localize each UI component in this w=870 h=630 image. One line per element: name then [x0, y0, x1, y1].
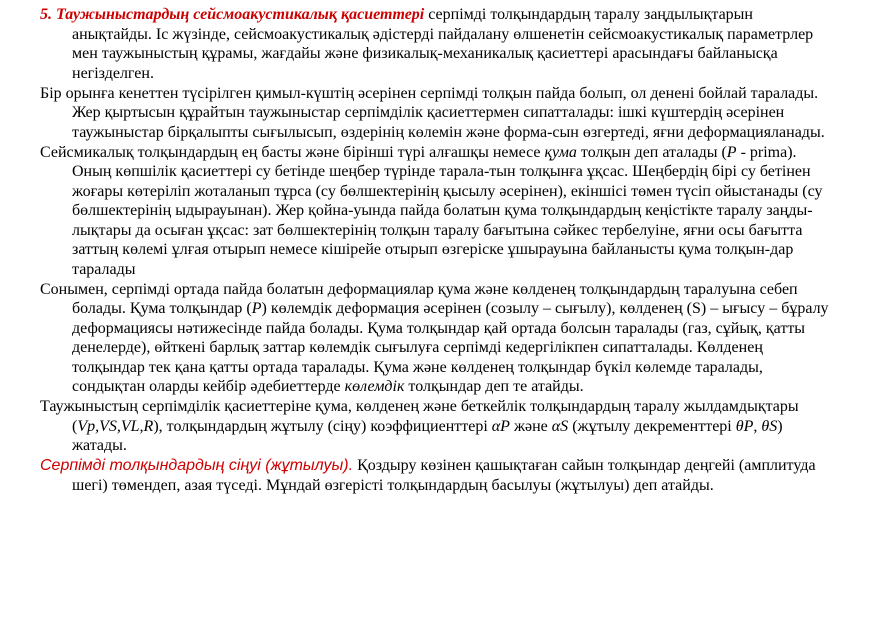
symbol-theta-p: θP: [735, 417, 754, 435]
paragraph-text: - prima). Оның көпшілік қасиеттері су бетінде шеңбер түрінде тарала-тын толқынға ұқсас. Шеңбердің бірі су бетінен жоғары көтеріліп жоталанып тұрса (су бөлшектерінің қысылу әсерінен), екіншісі төмен түсіп ойыстанады (су бөлшектерінің ыдырауынан). Жер қойна-уында пайда болатын қума толқындардың кеңістікте таралу заңды-лықтары да осыған ұқсас: зат бөлшектерінің толқын таралу бағытына сәйкес тербелуіне, яғни осы бағытта заттың көлемі ұлғая отырып немесе кішірейе отырып өзгеріске ұшырауына байланысты қума толқын-дар таралады: [72, 143, 823, 278]
paragraph-text: Сейсмикалық толқындардың ең басты және бірінші түрі алғашқы немесе: [40, 143, 545, 161]
paragraph-seismoacoustic-properties: [40, 5, 836, 83]
symbol-alpha-p: αP: [491, 417, 510, 435]
paragraph-text: және: [509, 417, 552, 435]
paragraph-deformations: [40, 280, 836, 397]
term-kolemdik: көлемдік: [344, 378, 405, 395]
paragraph-elastic-properties: [40, 397, 836, 456]
paragraph-text: толқын деп аталады (: [576, 143, 727, 161]
paragraph-text: ), толқындардың жұтылу (сіңу) коэффициенттері: [153, 417, 492, 435]
paragraph-text: ,: [753, 417, 762, 435]
paragraph-wave-absorption: [40, 456, 836, 495]
symbol-theta-s: θS: [761, 417, 778, 435]
section-heading: 5. Таужыныстардың сейсмоакустикалық қасиеттері: [40, 6, 425, 23]
symbol-p: P: [251, 300, 262, 317]
paragraph-text: Таужыныстың серпімділік қасиеттеріне қума, көлденең және беткейлік толқындардың таралу жылдамдықтары (: [40, 398, 799, 435]
paragraph-text: ) көлемдік деформация әсерінен (созылу – сығылу), көлденең (S) – ығысу – бұралу деформациясы нәтижесінде пайда болады. Қума толқындар қай ортада болсын таралады (газ, сұйық, қатты денелерде), өйткені барлық заттар көлемдік сығылуға серпімді кедергілікпен сипатталады. Көлденең толқындар тек қана қатты ортада таралады. Қума және көлденең толқындар бүкіл көлемде таралады, сондықтан оларды кейбір әдебиеттерде: [72, 300, 829, 395]
paragraph-text: толқындар деп те атайды.: [404, 378, 584, 395]
paragraph-text: Сонымен, серпімді ортада пайда болатын деформациялар қума және көлденең толқындардың таралуына себеп болады. Қума толқындар (: [40, 280, 798, 317]
symbol-alpha-s: αS: [551, 417, 569, 435]
paragraph-text: Қоздыру көзінен қашықтаған сайын толқындар деңгейі (амплитуда шегі) төмендеп, азая түседі. Мұндай өзгерісті толқындардың басылуы (жұтылуы) деп атайды.: [72, 457, 816, 494]
paragraph-text: ) жатады.: [72, 417, 783, 454]
paragraph-elastic-wave: [40, 84, 836, 143]
term-kuma: қума: [544, 143, 577, 161]
paragraph-text: серпімді толқындардың таралу заңдылықтарын анықтайды. Іс жүзінде, сейсмоакустикалық әдістерді пайдалану өлшенетін сейсмоакустикалық параметрлер мен таужыныстың құрамы, жағдайы және физикалық-механикалық қасиеттері арасындағы байланысқа негізделген.: [72, 6, 814, 82]
paragraph-text: Бір орынға кенеттен түсірілген қимыл-күштің әсерінен серпімді толқын пайда болып, ол денені бойлай таралады. Жер қыртысын құрайтын таужыныстар серпімділік қасиеттермен сипатталады: ішкі күштердің әсерінен таужыныстар бірқалыпты сығылысып, өздерінің көлемін және форма-сын өзгертеді, яғни деформацияланады.: [40, 84, 825, 141]
symbol-p: P: [726, 143, 737, 161]
paragraph-longitudinal-wave: [40, 143, 836, 280]
section-heading: Серпімді толқындардың сіңуі (жұтылуы).: [40, 457, 354, 474]
velocity-symbols: Vp,VS,VL,R: [77, 417, 154, 435]
paragraph-text: (жұтылу декременттері: [568, 417, 736, 435]
